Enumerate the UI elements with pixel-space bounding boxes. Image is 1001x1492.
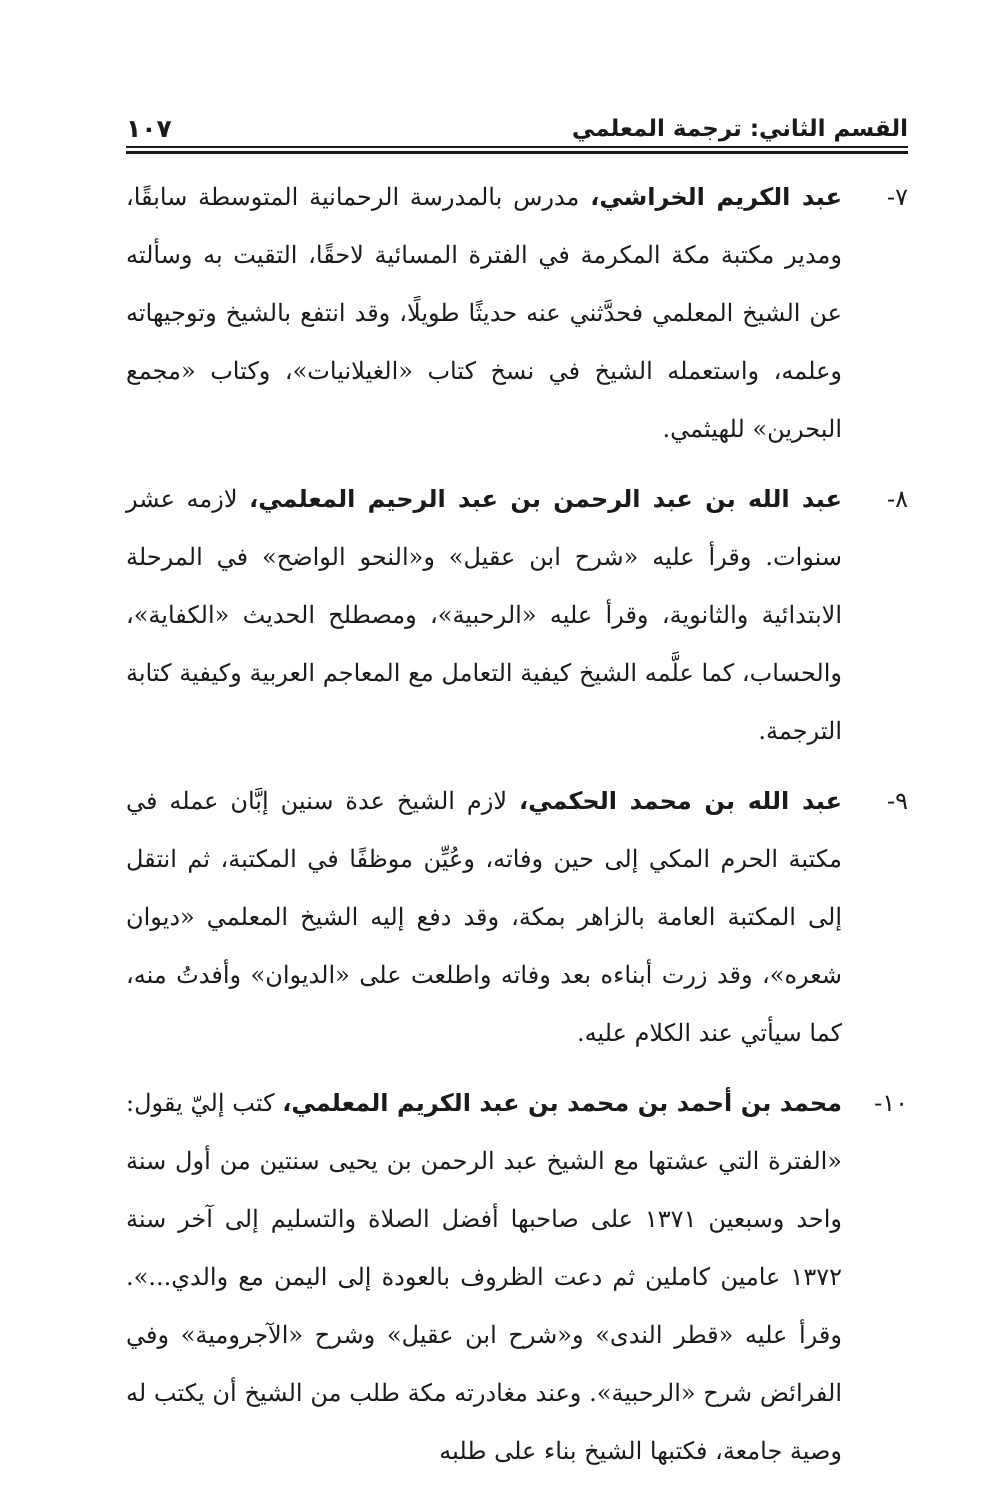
entry-number: ٨- [887,485,908,513]
entry-text: لازمه عشر سنوات. وقرأ عليه «شرح ابن عقيل» و«النحو الواضح» في المرحلة الابتدائية والثانوية، وقرأ عليه «الرحبية»، ومصطلح الحديث «الكفاية»، والحساب، كما علَّمه الشيخ كيفية التعامل مع المعاجم العربية وكيفية كتابة الترجمة. [126,485,842,745]
entry-name: محمد بن أحمد بن محمد بن عبد الكريم المعلمي، [282,1089,842,1117]
header-rule-thick [126,151,908,154]
entry-body [126,1074,842,1480]
page-number: ١٠٧ [126,114,172,143]
entry-8 [126,470,908,760]
page-header [126,110,908,150]
entry-10 [126,1074,908,1480]
entry-name: عبد الكريم الخراشي، [590,183,842,211]
entry-number: ١٠- [874,1089,908,1117]
running-title: القسم الثاني: ترجمة المعلمي [571,116,908,142]
entry-text: كتب إليّ يقول: «الفترة التي عشتها مع الشيخ عبد الرحمن بن يحيى سنتين من أول سنة واحد وسبعين ١٣٧١ على صاحبها أفضل الصلاة والتسليم إلى آخر سنة ١٣٧٢ عامين كاملين ثم دعت الظروف بالعودة إلى اليمن مع والدي...». وقرأ عليه «قطر الندى» و«شرح ابن عقيل» وشرح «الآجرومية» وفي الفرائض شرح «الرحبية». وعند مغادرته مكة طلب من الشيخ أن يكتب له وصية جامعة، فكتبها الشيخ بناء على طلبه [126,1089,843,1465]
entry-body [126,772,842,1062]
entry-text: لازم الشيخ عدة سنين إبَّان عمله في مكتبة الحرم المكي إلى حين وفاته، وعُيِّن موظفًا في المكتبة، ثم انتقل إلى المكتبة العامة بالزاهر بمكة، وقد دفع إليه الشيخ المعلمي «ديوان شعره»، وقد زرت أبناءه بعد وفاته واطلعت على «الديوان» وأفدتُ منه، كما سيأتي عند الكلام عليه. [126,787,842,1047]
entry-number: ٩- [887,787,908,815]
header-rule-thin [126,146,908,148]
entry-text: مدرس بالمدرسة الرحمانية المتوسطة سابقًا، ومدير مكتبة مكة المكرمة في الفترة المسائية لاحقًا، التقيت به وسألته عن الشيخ المعلمي فحدَّثني عنه حديثًا طويلًا، وقد انتفع بالشيخ وتوجيهاته وعلمه، واستعمله الشيخ في نسخ كتاب «الغيلانيات»، وكتاب «مجمع البحرين» للهيثمي. [126,183,842,443]
entry-body [126,470,842,760]
entry-name: عبد الله بن عبد الرحمن بن عبد الرحيم المعلمي، [249,485,842,513]
entries-list [126,168,908,1492]
entry-9 [126,772,908,1062]
entry-7 [126,168,908,458]
entry-body [126,168,842,458]
entry-name: عبد الله بن محمد الحكمي، [518,787,842,815]
entry-number: ٧- [887,183,908,211]
